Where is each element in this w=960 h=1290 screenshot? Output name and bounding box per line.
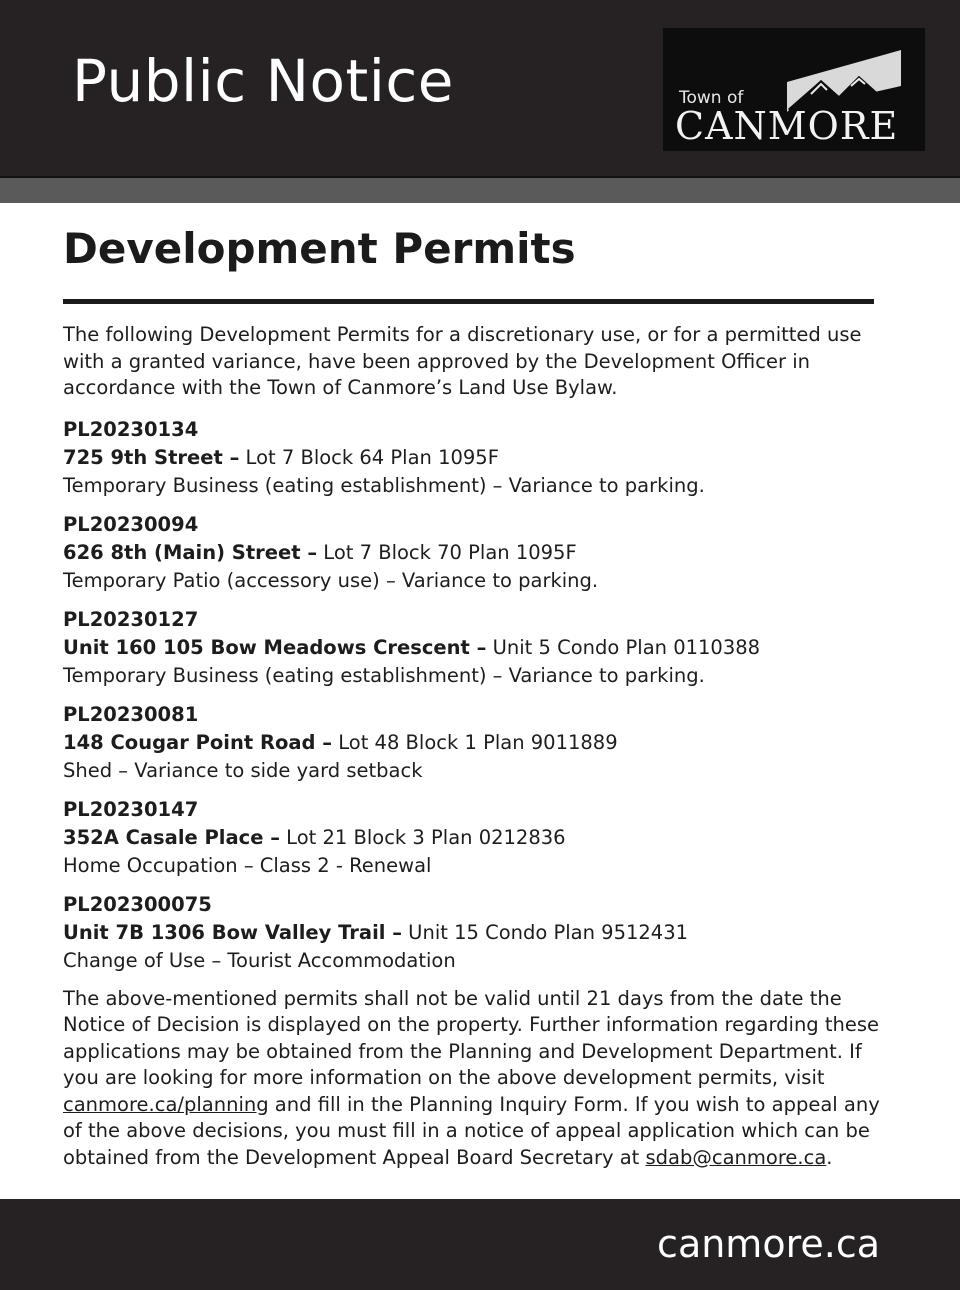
permit-address: Unit 7B 1306 Bow Valley Trail – bbox=[63, 920, 402, 944]
permit-location bbox=[63, 443, 893, 472]
closing-paragraph bbox=[63, 986, 893, 1172]
permit-legal: Lot 7 Block 70 Plan 1095F bbox=[317, 540, 577, 564]
permit-legal: Lot 7 Block 64 Plan 1095F bbox=[239, 445, 499, 469]
closing-text-2: and fill in the Planning Inquiry Form. If you wish to appeal any of the above decisions, you must fill in a notice of appeal application which can be obtained from the Development Appeal Board Secretary at bbox=[63, 1092, 880, 1169]
permit-location bbox=[63, 633, 893, 662]
permit-address: 148 Cougar Point Road – bbox=[63, 730, 333, 754]
permit-address: 626 8th (Main) Street – bbox=[63, 540, 318, 564]
permit-address: 725 9th Street – bbox=[63, 445, 240, 469]
permit-id: PL202300075 bbox=[63, 892, 212, 916]
footer-banner bbox=[0, 1199, 960, 1290]
permit-description: Temporary Business (eating establishment) – Variance to parking. bbox=[63, 473, 705, 497]
permit-entry bbox=[63, 891, 893, 975]
permit-description: Change of Use – Tourist Accommodation bbox=[63, 948, 456, 972]
header-divider-band bbox=[0, 178, 960, 203]
notice-body bbox=[63, 322, 893, 1171]
permit-location bbox=[63, 918, 893, 947]
permit-description: Home Occupation – Class 2 - Renewal bbox=[63, 853, 432, 877]
permit-address: 352A Casale Place – bbox=[63, 825, 280, 849]
permit-id: PL20230081 bbox=[63, 702, 199, 726]
permit-entry bbox=[63, 796, 893, 880]
permit-id: PL20230094 bbox=[63, 512, 199, 536]
town-logo[interactable] bbox=[663, 28, 925, 151]
page-title: Public Notice bbox=[72, 47, 454, 115]
logo-town-name: CANMORE bbox=[675, 104, 899, 148]
permit-id: PL20230134 bbox=[63, 417, 199, 441]
permit-description: Shed – Variance to side yard setback bbox=[63, 758, 423, 782]
closing-text-3: . bbox=[826, 1145, 833, 1169]
permit-entry bbox=[63, 416, 893, 500]
permit-legal: Lot 21 Block 3 Plan 0212836 bbox=[279, 825, 566, 849]
permit-location bbox=[63, 728, 893, 757]
intro-paragraph: The following Development Permits for a discretionary use, or for a permitted use with a granted variance, have been approved by the Development Officer in accordance with the Town of Canmore’s Land Use Bylaw. bbox=[63, 323, 862, 399]
permit-entry bbox=[63, 701, 893, 785]
heading-rule bbox=[63, 299, 874, 304]
permit-legal: Lot 48 Block 1 Plan 9011889 bbox=[332, 730, 618, 754]
appeal-email-link[interactable]: sdab@canmore.ca bbox=[645, 1145, 827, 1169]
logo-town-label: Town of bbox=[679, 88, 744, 108]
permit-description: Temporary Patio (accessory use) – Variance to parking. bbox=[63, 568, 599, 592]
closing-text-1: The above-mentioned permits shall not be valid until 21 days from the date the Notice of Decision is displayed on the property. Further information regarding these applications may be obtained from the Planning and Development Department. If you are looking for more information on the above development permits, visit bbox=[63, 986, 880, 1089]
permit-legal: Unit 5 Condo Plan 0110388 bbox=[486, 635, 761, 659]
permit-id: PL20230147 bbox=[63, 797, 199, 821]
header-banner bbox=[0, 0, 960, 178]
permit-address: Unit 160 105 Bow Meadows Crescent – bbox=[63, 635, 487, 659]
planning-link[interactable]: canmore.ca/planning bbox=[63, 1092, 269, 1116]
permit-location bbox=[63, 538, 893, 567]
permit-entry bbox=[63, 511, 893, 595]
section-heading: Development Permits bbox=[63, 224, 576, 273]
permit-entry bbox=[63, 606, 893, 690]
permit-description: Temporary Business (eating establishment) – Variance to parking. bbox=[63, 663, 705, 687]
permit-location bbox=[63, 823, 893, 852]
permit-legal: Unit 15 Condo Plan 9512431 bbox=[401, 920, 689, 944]
permit-id: PL20230127 bbox=[63, 607, 199, 631]
footer-website[interactable]: canmore.ca bbox=[657, 1222, 880, 1266]
